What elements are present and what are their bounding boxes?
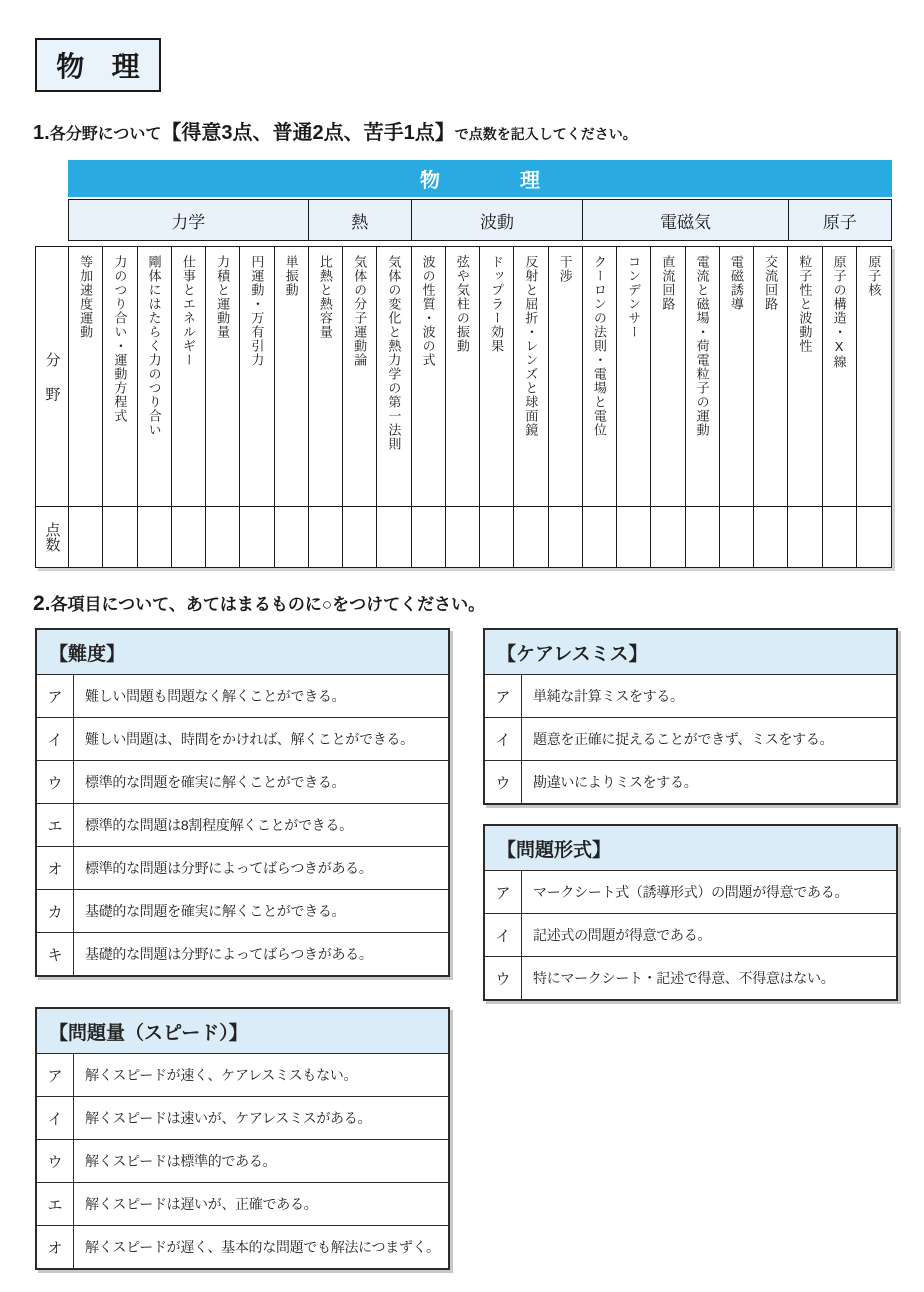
topic-cell bbox=[206, 247, 240, 507]
category-row bbox=[68, 199, 892, 241]
topic-label: 粒子性と波動性 bbox=[797, 255, 813, 353]
instruction-1 bbox=[33, 116, 637, 145]
survey-box-question-format bbox=[483, 824, 898, 1001]
score-table bbox=[35, 160, 892, 568]
topic-cell bbox=[69, 247, 103, 507]
instruction-2-number: 2. bbox=[33, 592, 51, 615]
option-key: ア bbox=[485, 871, 522, 913]
option-text: 基礎的な問題を確実に解くことができる。 bbox=[85, 903, 346, 919]
score-input-cell[interactable] bbox=[754, 507, 788, 567]
score-input-cell[interactable] bbox=[583, 507, 617, 567]
score-input-cell[interactable] bbox=[172, 507, 206, 567]
topic-label: 直流回路 bbox=[660, 255, 676, 311]
topic-cell bbox=[309, 247, 343, 507]
option-row[interactable] bbox=[485, 760, 896, 803]
option-text: 単純な計算ミスをする。 bbox=[533, 688, 684, 704]
topic-cell bbox=[686, 247, 720, 507]
score-input-cell[interactable] bbox=[617, 507, 651, 567]
subject-title-box bbox=[35, 38, 161, 92]
survey-boxes bbox=[35, 628, 898, 1270]
topic-cell bbox=[823, 247, 857, 507]
option-row[interactable] bbox=[37, 760, 448, 803]
option-text: 難しい問題は、時間をかければ、解くことができる。 bbox=[85, 731, 414, 747]
topic-label: 電流と磁場・荷電粒子の運動 bbox=[694, 255, 710, 437]
topic-label: ドップラー効果 bbox=[489, 255, 505, 353]
topic-label: 等加速度運動 bbox=[78, 255, 94, 339]
option-text: 勘違いによりミスをする。 bbox=[533, 774, 698, 790]
score-input-cell[interactable] bbox=[412, 507, 446, 567]
survey-box-careless-mistakes bbox=[483, 628, 898, 805]
option-row[interactable] bbox=[37, 1054, 448, 1096]
survey-box-title: 【難度】 bbox=[37, 630, 448, 675]
category-cell: 熱 bbox=[308, 199, 412, 241]
score-input-cell[interactable] bbox=[69, 507, 103, 567]
score-input-cell[interactable] bbox=[823, 507, 857, 567]
topic-label: 原子核 bbox=[866, 255, 882, 297]
topic-cell bbox=[138, 247, 172, 507]
topic-cell bbox=[480, 247, 514, 507]
instruction-2 bbox=[33, 590, 485, 616]
topic-cell bbox=[514, 247, 548, 507]
topic-cell bbox=[857, 247, 891, 507]
instruction-2-text: 各項目について、あてはまるものに○をつけてください。 bbox=[50, 595, 486, 614]
score-input-cell[interactable] bbox=[103, 507, 137, 567]
topic-cell bbox=[549, 247, 583, 507]
topic-label: 波の性質・波の式 bbox=[420, 255, 436, 367]
topic-cell bbox=[412, 247, 446, 507]
survey-column-right bbox=[483, 628, 898, 1001]
option-key: ア bbox=[37, 675, 74, 717]
topic-cell bbox=[583, 247, 617, 507]
topic-cell bbox=[103, 247, 137, 507]
score-input-cell[interactable] bbox=[309, 507, 343, 567]
option-key: ア bbox=[37, 1054, 74, 1096]
option-row[interactable] bbox=[37, 846, 448, 889]
category-cell: 波動 bbox=[411, 199, 583, 241]
option-text: 解くスピードが速く、ケアレスミスもない。 bbox=[85, 1067, 358, 1083]
table-title-bar bbox=[68, 160, 892, 197]
option-key: イ bbox=[37, 1097, 74, 1139]
option-row[interactable] bbox=[37, 1182, 448, 1225]
topic-cell bbox=[172, 247, 206, 507]
option-key: エ bbox=[37, 1183, 74, 1225]
score-input-cell[interactable] bbox=[549, 507, 583, 567]
score-input-cell[interactable] bbox=[720, 507, 754, 567]
score-input-cell[interactable] bbox=[686, 507, 720, 567]
option-key: ウ bbox=[485, 761, 522, 803]
topic-cell bbox=[240, 247, 274, 507]
option-row[interactable] bbox=[37, 889, 448, 932]
option-text: 解くスピードが遅く、基本的な問題でも解法につまずく。 bbox=[85, 1239, 440, 1255]
topic-label: 気体の分子運動論 bbox=[352, 255, 368, 367]
topic-cell bbox=[651, 247, 685, 507]
score-label: 点数 bbox=[43, 522, 61, 552]
topic-cell bbox=[275, 247, 309, 507]
table-title: 物 理 bbox=[420, 170, 570, 192]
category-cell: 電磁気 bbox=[582, 199, 789, 241]
option-text: 基礎的な問題は分野によってばらつきがある。 bbox=[85, 946, 373, 962]
survey-box-title: 【問題形式】 bbox=[485, 826, 896, 871]
survey-box-difficulty bbox=[35, 628, 450, 977]
option-text: 題意を正確に捉えることができず、ミスをする。 bbox=[533, 731, 834, 747]
survey-box-volume-speed bbox=[35, 1007, 450, 1270]
score-input-cell[interactable] bbox=[275, 507, 309, 567]
topic-cell bbox=[377, 247, 411, 507]
option-key: イ bbox=[485, 914, 522, 956]
option-text: 難しい問題も問題なく解くことができる。 bbox=[85, 688, 346, 704]
option-key: イ bbox=[37, 718, 74, 760]
topic-label: 原子の構造・X線 bbox=[831, 255, 847, 369]
topic-label: 単振動 bbox=[283, 255, 299, 297]
topic-label: 力積と運動量 bbox=[215, 255, 231, 339]
option-row[interactable] bbox=[485, 717, 896, 760]
score-input-cell[interactable] bbox=[857, 507, 891, 567]
topic-label: クーロンの法則・電場と電位 bbox=[591, 255, 607, 437]
score-input-cell[interactable] bbox=[138, 507, 172, 567]
option-text: 記述式の問題が得意である。 bbox=[533, 927, 712, 943]
option-row[interactable] bbox=[37, 1225, 448, 1268]
option-text: 標準的な問題を確実に解くことができる。 bbox=[85, 774, 346, 790]
score-input-cell[interactable] bbox=[480, 507, 514, 567]
option-key: エ bbox=[37, 804, 74, 846]
topic-cell bbox=[720, 247, 754, 507]
score-input-cell[interactable] bbox=[377, 507, 411, 567]
topic-label: 比熱と熱容量 bbox=[317, 255, 333, 339]
topic-label: 干渉 bbox=[557, 255, 573, 283]
field-label: 分野 bbox=[43, 351, 61, 421]
option-row[interactable] bbox=[37, 675, 448, 717]
option-row[interactable] bbox=[485, 956, 896, 999]
option-key: ウ bbox=[37, 761, 74, 803]
score-input-cell[interactable] bbox=[343, 507, 377, 567]
topic-label: 反射と屈折・レンズと球面鏡 bbox=[523, 255, 539, 437]
option-key: カ bbox=[37, 890, 74, 932]
option-text: マークシート式（誘導形式）の問題が得意である。 bbox=[533, 884, 849, 900]
score-label-cell bbox=[36, 507, 69, 567]
option-text: 標準的な問題は分野によってばらつきがある。 bbox=[85, 860, 373, 876]
score-input-cell[interactable] bbox=[206, 507, 240, 567]
topic-cell bbox=[446, 247, 480, 507]
instruction-1-lead: 各分野について bbox=[49, 126, 162, 143]
option-text: 解くスピードは遅いが、正確である。 bbox=[85, 1196, 318, 1212]
option-row[interactable] bbox=[37, 1096, 448, 1139]
topic-cell bbox=[788, 247, 822, 507]
option-row[interactable] bbox=[485, 871, 896, 913]
option-key: オ bbox=[37, 1226, 74, 1268]
option-text: 解くスピードは速いが、ケアレスミスがある。 bbox=[85, 1110, 372, 1126]
subject-title: 物 理 bbox=[56, 51, 150, 82]
topic-label: 交流回路 bbox=[763, 255, 779, 311]
topic-label: 気体の変化と熱力学の第一法則 bbox=[386, 255, 402, 451]
survey-box-title: 【問題量（スピード）】 bbox=[37, 1009, 448, 1054]
category-cell: 力学 bbox=[68, 199, 309, 241]
option-text: 標準的な問題は8割程度解くことができる。 bbox=[85, 817, 353, 833]
topic-label: 剛体にはたらく力のつり合い bbox=[146, 255, 162, 437]
option-key: キ bbox=[37, 933, 74, 975]
instruction-1-emphasis: 【得意3点、普通2点、苦手1点】 bbox=[161, 122, 455, 144]
option-key: オ bbox=[37, 847, 74, 889]
topic-label: コンデンサー bbox=[626, 255, 642, 339]
topic-cell bbox=[754, 247, 788, 507]
topic-label: 力のつり合い・運動方程式 bbox=[112, 255, 128, 423]
score-input-cell[interactable] bbox=[651, 507, 685, 567]
score-input-cell[interactable] bbox=[446, 507, 480, 567]
option-key: ウ bbox=[37, 1140, 74, 1182]
topic-cell bbox=[343, 247, 377, 507]
score-input-cell[interactable] bbox=[788, 507, 822, 567]
option-row[interactable] bbox=[37, 803, 448, 846]
topic-label: 電磁誘導 bbox=[728, 255, 744, 311]
option-key: ア bbox=[485, 675, 522, 717]
option-row[interactable] bbox=[37, 717, 448, 760]
topic-cell bbox=[617, 247, 651, 507]
instruction-1-suffix: で点数を記入してください。 bbox=[454, 126, 637, 142]
topic-label: 円運動・万有引力 bbox=[249, 255, 265, 367]
score-table-main bbox=[35, 246, 892, 568]
option-row[interactable] bbox=[485, 913, 896, 956]
option-text: 特にマークシート・記述で得意、不得意はない。 bbox=[533, 970, 835, 986]
instruction-1-number: 1. bbox=[33, 122, 50, 144]
topic-label: 弦や気柱の振動 bbox=[454, 255, 470, 353]
field-label-cell bbox=[36, 247, 69, 507]
option-row[interactable] bbox=[37, 1139, 448, 1182]
option-row[interactable] bbox=[485, 675, 896, 717]
option-key: イ bbox=[485, 718, 522, 760]
score-input-cell[interactable] bbox=[240, 507, 274, 567]
category-cell: 原子 bbox=[788, 199, 892, 241]
survey-box-title: 【ケアレスミス】 bbox=[485, 630, 896, 675]
survey-column-left bbox=[35, 628, 450, 1270]
score-input-cell[interactable] bbox=[514, 507, 548, 567]
topic-label: 仕事とエネルギー bbox=[180, 255, 196, 367]
option-row[interactable] bbox=[37, 932, 448, 975]
option-text: 解くスピードは標準的である。 bbox=[85, 1153, 277, 1169]
option-key: ウ bbox=[485, 957, 522, 999]
